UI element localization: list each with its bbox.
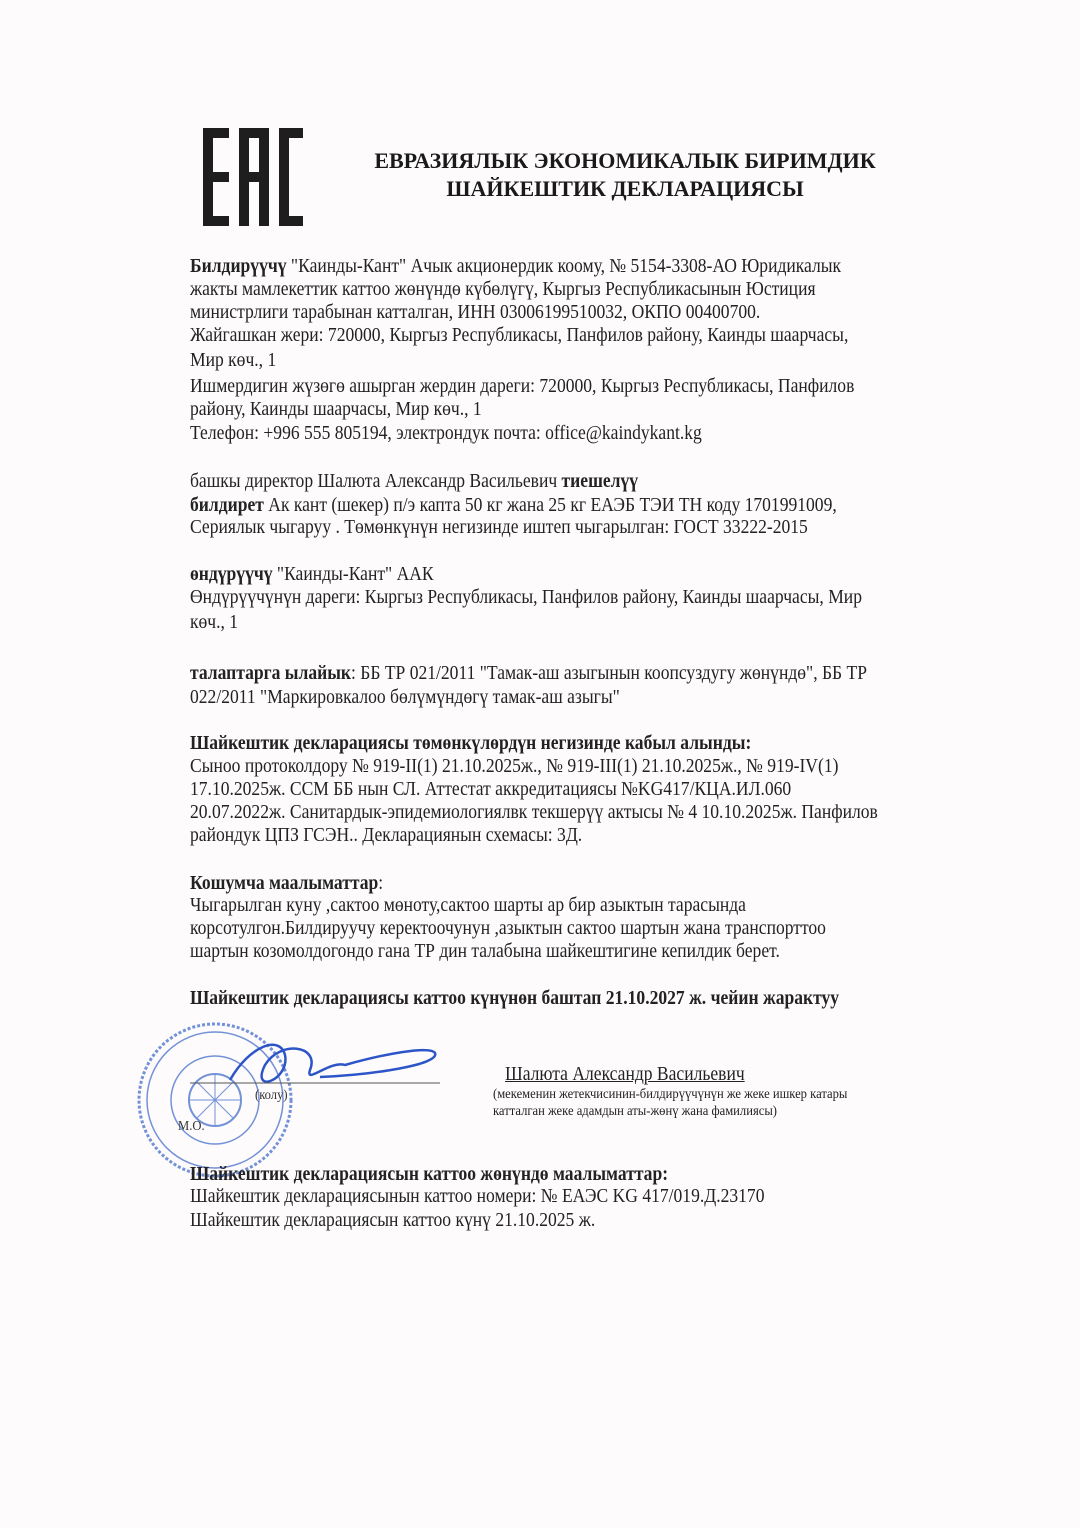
- eac-logo: [203, 128, 303, 226]
- applicant-line: жакты мамлекеттик каттоо жөнүндө күбөлүгү, Кыргыз Республикасынын Юстиция: [190, 279, 816, 300]
- registration-heading: Шайкештик декларациясын каттоо жөнүндө маалыматтар:: [190, 1164, 669, 1185]
- signature-scribble: [170, 1025, 450, 1105]
- basis-heading: Шайкештик декларациясы төмөнкүлөрдүн негизинде кабыл алынды:: [190, 733, 752, 754]
- title-line-1: ЕВРАЗИЯЛЫК ЭКОНОМИКАЛЫК БИРИМДИК: [374, 148, 876, 173]
- manufacturer-name: "Каинды-Кант" ААК: [272, 564, 434, 585]
- applicant-contact: Телефон: +996 555 805194, электрондук почта: office@kaindykant.kg: [190, 423, 702, 444]
- additional-heading: [190, 872, 383, 895]
- product-text: Ак кант (шекер) п/э капта 50 кг жана 25 кг ЕАЭБ ТЭИ ТН коду 1701991009,: [263, 495, 837, 516]
- signatory-name: Шалюта Александр Васильевич: [505, 1064, 745, 1085]
- director-line: [190, 494, 837, 517]
- director-line: Сериялык чыгаруу . Төмөнкүнүн негизинде иштеп чыгарылган: ГОСТ 33222-2015: [190, 517, 808, 538]
- basis-line: райондук ЦПЗ ГСЭН.. Декларациянын схемасы: 3Д.: [190, 825, 583, 846]
- basis-line: 20.07.2022ж. Санитардык-эпидемиологиялвк текшерүү актысы № 4 10.10.2025ж. Панфилов: [190, 802, 878, 823]
- registration-date: Шайкештик декларациясын каттоо күнү 21.10.2025 ж.: [190, 1210, 596, 1231]
- applicant-label: Билдирүүчү: [190, 256, 287, 277]
- seal-label: М.О.: [178, 1119, 205, 1134]
- signature-label: (колу): [255, 1088, 288, 1103]
- basis-line: Сыноо протоколдору № 919-II(1) 21.10.2025ж., № 919-III(1) 21.10.2025ж., № 919-IV(1): [190, 756, 839, 777]
- director-line: [190, 470, 638, 493]
- validity-statement: Шайкештик декларациясы каттоо күнүнөн баштап 21.10.2027 ж. чейин жарактуу: [190, 988, 840, 1009]
- director-bold: тиешелүү: [561, 471, 639, 492]
- additional-label: Кошумча маалыматтар: [190, 873, 379, 894]
- applicant-text: "Каинды-Кант" Ачык акционердик коому, № 5154-3308-АО Юридикалык: [286, 256, 842, 277]
- director-bold: билдирет: [190, 495, 264, 516]
- conformity-line: [190, 662, 867, 685]
- manufacturer-label: өндүрүүчү: [190, 564, 273, 585]
- colon: :: [378, 873, 384, 894]
- additional-line: корсотулгон.Билдируучу керектоочунун ,азыктын сактоо шартын жана транспорттоо: [190, 918, 826, 939]
- additional-line: Чыгарылган куну ,сактоо мөноту,сактоо шарты ар бир азыктын тарасында: [190, 895, 746, 916]
- applicant-line: Жайгашкан жери: 720000, Кыргыз Республикасы, Панфилов району, Каинды шаарчасы,: [190, 325, 849, 346]
- additional-line: шартын козомолдогондо гана ТР дин талабына шайкештигине кепилдик берет.: [190, 941, 780, 962]
- applicant-line: Мир көч., 1: [190, 350, 277, 371]
- basis-line: 17.10.2025ж. ССМ ББ нын СЛ. Аттестат аккредитациясы №KG417/КЦА.ИЛ.060: [190, 779, 792, 800]
- conformity-label: талаптарга ылайык: [190, 663, 352, 684]
- applicant-line: [190, 255, 841, 278]
- manufacturer-address: көч., 1: [190, 612, 239, 633]
- registration-number: Шайкештик декларациясынын каттоо номери: № ЕАЭС KG 417/019.Д.23170: [190, 1186, 765, 1207]
- director-text: башкы директор Шалюта Александр Васильевич: [190, 471, 562, 492]
- signatory-caption: (мекеменин жетекчисинин-билдирүүчүнүн же жеке ишкер катары: [493, 1087, 848, 1102]
- manufacturer-address: Өндүрүүчүнүн дареги: Кыргыз Республикасы, Панфилов району, Каинды шаарчасы, Мир: [190, 587, 862, 608]
- conformity-text: : ББ ТР 021/2011 "Тамак-аш азыгынын коопсуздугу жөнүндө", ББ ТР: [351, 663, 868, 684]
- applicant-line: району, Каинды шаарчасы, Мир көч., 1: [190, 399, 482, 420]
- applicant-line: министрлиги тарабынан катталган, ИНН 03006199510032, ОКПО 00400700.: [190, 302, 761, 323]
- conformity-line: 022/2011 "Маркировкалоо бөлүмүндөгү тамак-аш азыгы": [190, 687, 620, 708]
- applicant-line: Ишмердигин жүзөгө ашырган жердин дареги: 720000, Кыргыз Республикасы, Панфилов: [190, 376, 855, 397]
- signatory-caption: катталган жеке адамдын аты-жөнү жана фамилиясы): [493, 1104, 778, 1119]
- title-line-2: ШАЙКЕШТИК ДЕКЛАРАЦИЯСЫ: [446, 176, 804, 201]
- manufacturer-line: [190, 563, 434, 586]
